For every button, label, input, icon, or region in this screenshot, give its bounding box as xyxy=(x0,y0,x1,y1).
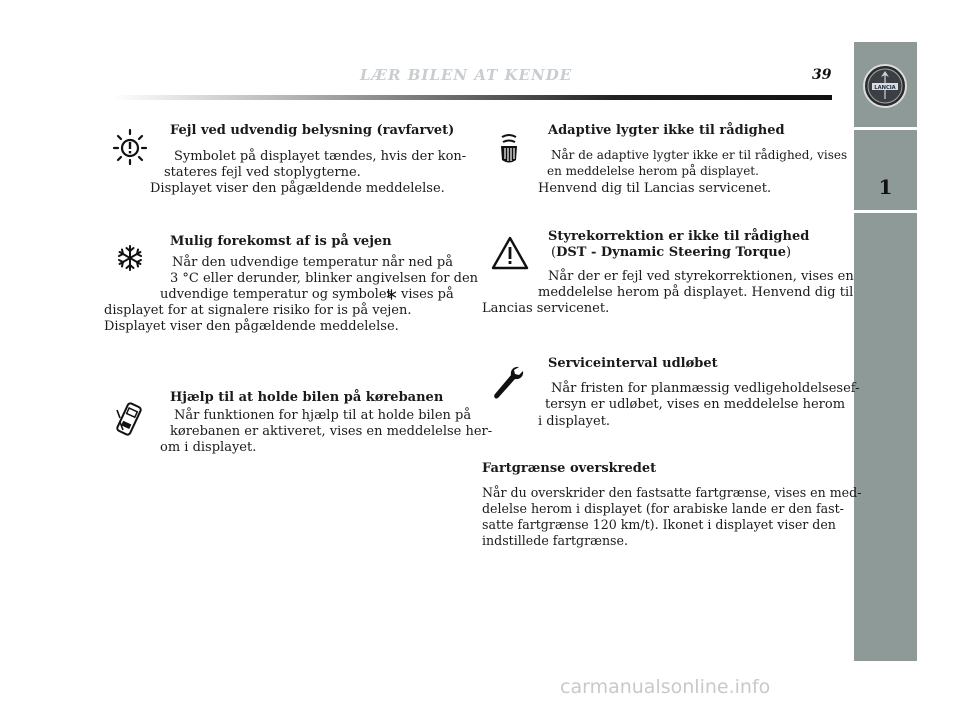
ice-warning-line: Når den udvendige temperatur når ned på xyxy=(172,255,453,270)
service-title: Serviceinterval udløbet xyxy=(548,356,718,371)
steering-subtitle: (DST - Dynamic Steering Torque) xyxy=(551,245,792,260)
lancia-shield-icon xyxy=(862,63,908,109)
ice-warning-line: udvendige temperatur og symbolet xyxy=(160,287,392,302)
lighting-fault-line: stateres fejl ved stoplygterne. xyxy=(164,165,361,180)
header-rule xyxy=(112,95,832,100)
adaptive-headlight-icon xyxy=(498,134,520,168)
steering-title: Styrekorrektion er ikke til rådighed xyxy=(548,229,810,244)
watermark: carmanualsonline.info xyxy=(560,676,771,698)
speed-limit-line: Når du overskrider den fastsatte fartgrænse, vises en med- xyxy=(482,485,862,500)
speed-limit-line: indstillede fartgrænse. xyxy=(482,533,628,548)
exterior-light-fault-icon xyxy=(112,128,148,166)
ice-warning-line: 3 °C eller derunder, blinker angivelsen for den xyxy=(170,271,479,286)
speed-limit-line: delelse herom i displayet (for arabiske lande er den fast- xyxy=(482,501,844,516)
adaptive-lights-line: Når de adaptive lygter ikke er til rådighed, vises xyxy=(551,148,848,162)
lane-keeping-icon xyxy=(114,400,144,438)
adaptive-lights-line: Henvend dig til Lancias servicenet. xyxy=(538,181,772,196)
ice-warning-title: Mulig forekomst af is på vejen xyxy=(170,234,392,249)
lane-keeping-line: kørebanen er aktiveret, vises en meddelelse her- xyxy=(170,424,493,439)
running-header: LÆR BILEN AT KENDE xyxy=(360,66,573,84)
ice-warning-line: Displayet viser den pågældende meddelelse. xyxy=(104,319,399,334)
service-line: i displayet. xyxy=(538,414,611,429)
ice-warning-line: vises på xyxy=(401,287,454,302)
adaptive-lights-line: en meddelelse herom på displayet. xyxy=(547,164,759,178)
wrench-icon xyxy=(490,364,526,402)
snowflake-inline-icon xyxy=(386,289,397,300)
service-line: tersyn er udløbet, vises en meddelelse herom xyxy=(545,397,846,412)
speed-limit-line: satte fartgrænse 120 km/t). Ikonet i displayet viser den xyxy=(482,517,836,532)
chapter-number: 1 xyxy=(878,175,893,199)
lighting-fault-title: Fejl ved udvendig belysning (ravfarvet) xyxy=(170,123,455,138)
speed-limit-title: Fartgrænse overskredet xyxy=(482,461,657,476)
steering-line: meddelelse herom på displayet. Henvend dig til xyxy=(538,285,854,300)
snowflake-icon xyxy=(116,244,144,272)
chapter-tab xyxy=(854,42,917,661)
lane-keeping-line: Når funktionen for hjælp til at holde bilen på xyxy=(174,408,472,423)
lighting-fault-line: Displayet viser den pågældende meddelelse. xyxy=(150,181,445,196)
steering-line: Når der er fejl ved styrekorrektionen, vises en xyxy=(548,269,854,284)
logo-text: LANCIA xyxy=(874,85,896,91)
lane-keeping-line: om i displayet. xyxy=(160,440,257,455)
warning-triangle-icon xyxy=(491,236,529,270)
service-line: Når fristen for planmæssig vedligeholdelsesef- xyxy=(551,381,860,396)
page-number: 39 xyxy=(812,67,832,83)
ice-warning-line: displayet for at signalere risiko for is på vejen. xyxy=(104,303,412,318)
lighting-fault-line: Symbolet på displayet tændes, hvis der kon- xyxy=(174,149,467,164)
tab-divider xyxy=(854,210,917,213)
tab-divider xyxy=(854,127,917,130)
lane-keeping-title: Hjælp til at holde bilen på kørebanen xyxy=(170,390,444,405)
steering-line: Lancias servicenet. xyxy=(482,301,610,316)
adaptive-lights-title: Adaptive lygter ikke til rådighed xyxy=(548,123,785,138)
